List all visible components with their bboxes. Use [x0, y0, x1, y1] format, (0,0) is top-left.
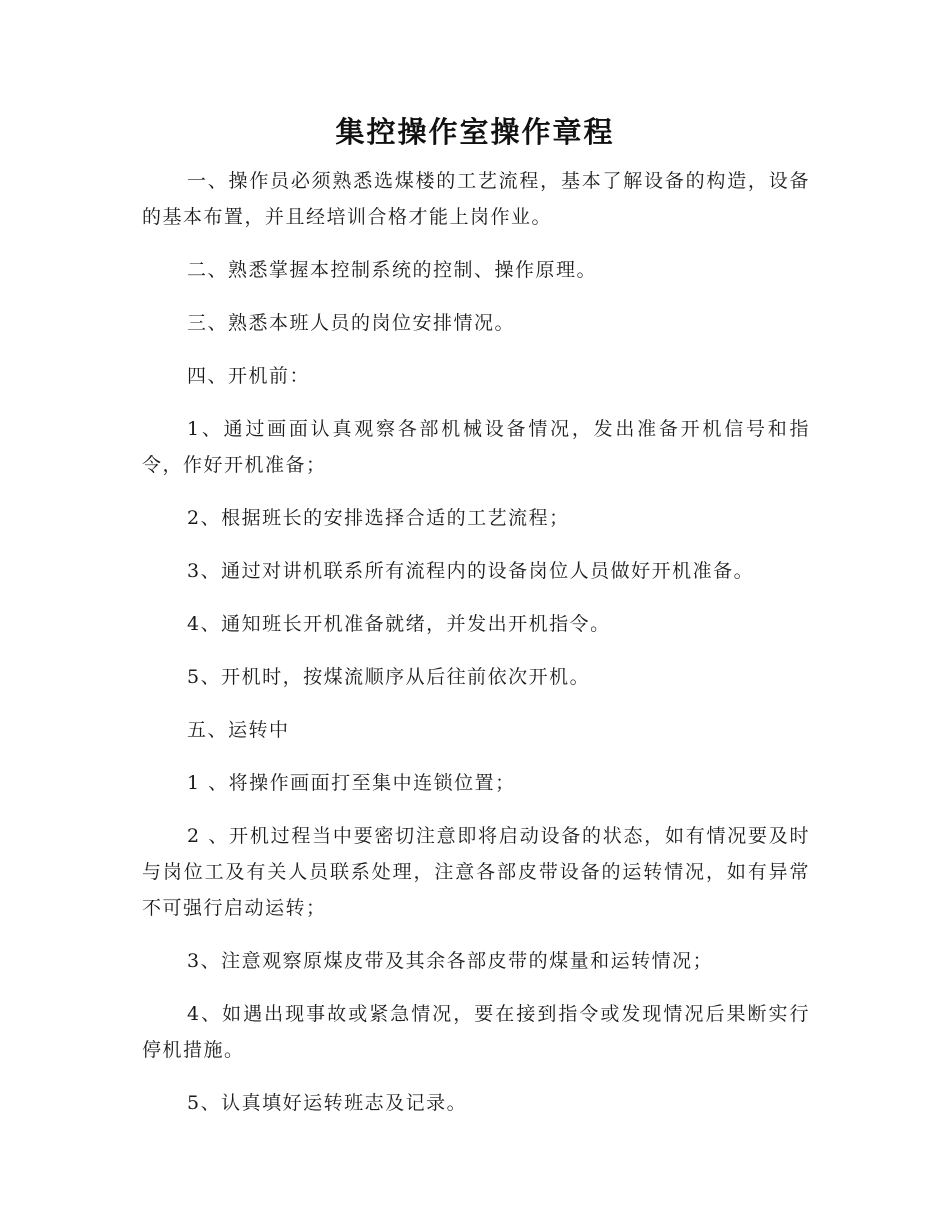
paragraph-item-5-3: 3、注意观察原煤皮带及其余各部皮带的煤量和运转情况； — [187, 950, 714, 972]
paragraph-item-4-3: 3、通过对讲机联系所有流程内的设备岗位人员做好开机准备。 — [187, 560, 755, 582]
paragraph-section-1: 一、操作员必须熟悉选煤楼的工艺流程，基本了解设备的构造，设备的基本布置，并且经培训合格才能上岗作业。 — [142, 170, 810, 228]
paragraph-item-5-1: 1 、将操作画面打至集中连锁位置； — [187, 772, 516, 794]
paragraph-item-4-5: 5、开机时，按煤流顺序从后往前依次开机。 — [187, 666, 591, 688]
paragraph-item-4-1: 1、通过画面认真观察各部机械设备情况，发出准备开机信号和指令，作好开机准备； — [142, 418, 810, 476]
document-body — [142, 163, 810, 1138]
paragraph-item-5-4: 4、如遇出现事故或紧急情况，要在接到指令或发现情况后果断实行停机措施。 — [142, 1003, 810, 1061]
paragraph-section-5-heading: 五、运转中 — [187, 719, 290, 741]
paragraph-section-4-heading: 四、开机前： — [187, 365, 311, 387]
paragraph-item-5-5: 5、认真填好运转班志及记录。 — [187, 1092, 468, 1114]
paragraph-section-3: 三、熟悉本班人员的岗位安排情况。 — [187, 312, 516, 334]
document-title: 集控操作室操作章程 — [335, 115, 615, 149]
paragraph-section-2: 二、熟悉掌握本控制系统的控制、操作原理。 — [187, 259, 598, 281]
paragraph-item-4-4: 4、通知班长开机准备就绪，并发出开机指令。 — [187, 613, 611, 635]
paragraph-item-5-2: 2 、开机过程当中要密切注意即将启动设备的状态，如有情况要及时与岗位工及有关人员联系处理，注意各部皮带设备的运转情况，如有异常不可强行启动运转； — [142, 825, 810, 919]
paragraph-item-4-2: 2、根据班长的安排选择合适的工艺流程； — [187, 507, 570, 529]
